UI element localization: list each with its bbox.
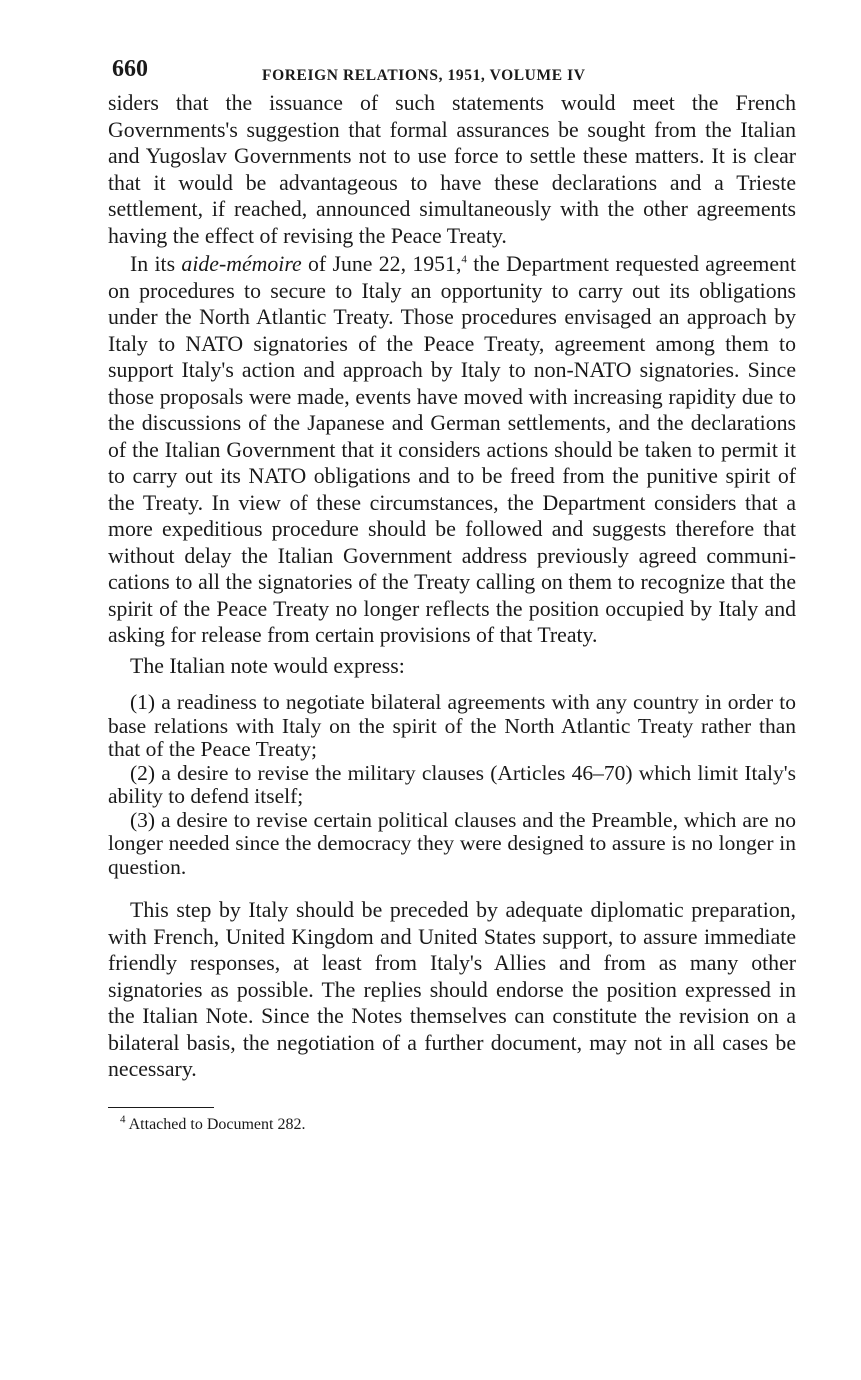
- paragraph-body: the Department requested agreement on procedures to secure to Italy an opportunity to carry out its obligations under the North Atlantic Treaty. Those procedures envisaged an approach by Italy to NATO signatories of the Peace Treaty, agreement among them to support Italy's action and approach by Italy to non-NATO signatories. Since those proposals were made, events have moved with increasing rapidity due to the discussions of the Japanese and German settlements, and the declarations of the Italian Government that it considers actions should be taken to permit it to carry out its NATO obligations and to be freed from the punitive spirit of the Treaty. In view of these circumstances, the Department considers that a more expeditious procedure should be followed and suggests therefore that without delay the Italian Government address previously agreed communications to all the signatories of the Treaty calling on them to recognize that the spirit of the Peace Treaty no longer reflects the position occupied by Italy and asking for release from certain provisions of that Treaty.: [108, 252, 797, 647]
- running-head-title: FOREIGN RELATIONS, 1951, VOLUME IV: [262, 67, 586, 84]
- italic-term: aide-mémoire: [181, 252, 302, 276]
- paragraph-date: of June 22, 1951,: [301, 252, 462, 276]
- running-head: [108, 56, 796, 90]
- paragraph-continued: siders that the issuance of such statements would meet the French Governments's suggestion that formal assurances be sought from the Italian and Yugoslav Governments not to use force to settle these matters. It is clear that it would be advantageous to have these declarations and a Trieste settlement, if reached, announced simultaneously with the other agreements having the effect of revising the Peace Treaty.: [108, 91, 796, 248]
- footnote-marker: 4: [120, 1113, 126, 1126]
- list-item: (1) a readiness to negotiate bilateral agreements with any country in order to base relations with Italy on the spirit of the North Atlantic Treaty rather than that of the Peace Treaty;: [108, 690, 796, 761]
- document-page: [108, 56, 796, 1134]
- list-item: (3) a desire to revise certain political clauses and the Preamble, which are no longer needed since the democracy they were designed to assure is no longer in question.: [108, 807, 796, 879]
- list-intro: The Italian note would express:: [130, 653, 405, 678]
- footnote-reference: 4: [461, 253, 467, 266]
- body-text: [108, 90, 796, 1083]
- paragraph-lead: In its: [130, 252, 182, 276]
- footnote: [120, 1113, 796, 1134]
- footnote-text: Attached to Document 282.: [125, 1115, 306, 1133]
- paragraph-aide-memoire: [108, 251, 796, 649]
- footnote-divider: [108, 1107, 214, 1108]
- page-number: 660: [112, 56, 148, 82]
- paragraph-preparation: This step by Italy should be preceded by adequate diplomatic preparation, with French, United Kingdom and United States support, to assure immediate friendly responses, at least from Italy's Allies and from as many other signatories as possible. The replies should endorse the position expressed in the Italian Note. Since the Notes themselves can constitute the revision on a bilateral basis, the negotiation of a further document, may not in all cases be necessary.: [108, 898, 796, 1081]
- list-item: (2) a desire to revise the military clauses (Articles 46–70) which limit Italy's ability to defend itself;: [108, 760, 796, 808]
- numbered-list: [108, 691, 796, 879]
